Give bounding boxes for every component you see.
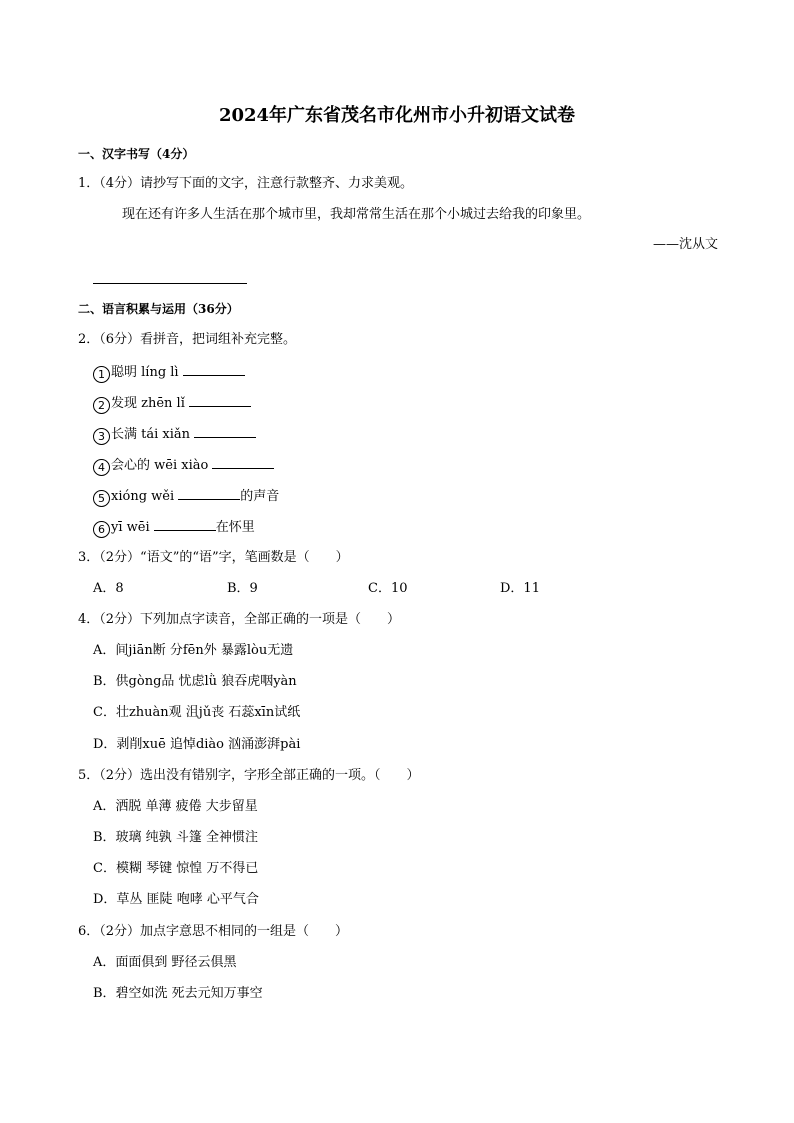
- option-a[interactable]: A．间jiān断 分fēn外 暴露lòu无遗: [93, 643, 294, 658]
- option-b[interactable]: B．9: [227, 581, 258, 596]
- option-b[interactable]: B．玻璃 纯孰 斗篷 全神惯注: [93, 830, 258, 845]
- question-3-stem: 3．（2分）“语文”的“语”字，笔画数是（ ）: [78, 550, 349, 565]
- item-prompt: 会心的 wēi xiào: [111, 458, 209, 473]
- question-2-item: [93, 393, 251, 414]
- item-prompt: xióng wěi: [111, 489, 175, 504]
- item-prompt: 发现 zhēn lǐ: [111, 396, 185, 411]
- option-b[interactable]: B．供gòng品 忧虑lǜ 狼吞虎咽yàn: [93, 674, 297, 689]
- question-2-item: [93, 455, 274, 476]
- item-suffix: 在怀里: [215, 520, 255, 535]
- option-c[interactable]: C．模糊 琴键 惊惶 万不得已: [93, 861, 259, 876]
- answer-blank[interactable]: [194, 424, 256, 438]
- question-2-item: [93, 517, 255, 538]
- option-d[interactable]: D．剥削xuē 追悼diào 汹涌澎湃pài: [93, 737, 301, 752]
- page-title: 2024年广东省茂名市化州市小升初语文试卷: [218, 105, 576, 126]
- answer-blank[interactable]: [154, 517, 216, 531]
- option-c[interactable]: C．壮zhuàn观 沮jǔ丧 石蕊xīn试纸: [93, 705, 301, 720]
- question-6-stem: 6．（2分）加点字意思不相同的一组是（ ）: [78, 924, 349, 939]
- item-prompt: 聪明 líng lì: [111, 365, 179, 380]
- option-a[interactable]: A．面面俱到 野径云俱黑: [93, 955, 237, 970]
- question-1-stem: 1．（4分）请抄写下面的文字，注意行款整齐、力求美观。: [78, 176, 414, 191]
- question-2-item: [93, 362, 245, 383]
- item-number: 2: [93, 397, 110, 414]
- item-number: 3: [93, 428, 110, 445]
- item-number: 1: [93, 366, 110, 383]
- option-a[interactable]: A．8: [93, 581, 124, 596]
- section-heading-2: 二、语言积累与运用（36分）: [78, 302, 239, 316]
- section-heading-1: 一、汉字书写（4分）: [78, 147, 195, 161]
- item-number: 5: [93, 490, 110, 507]
- answer-line: [93, 283, 247, 284]
- option-d[interactable]: D．11: [500, 581, 540, 596]
- option-b[interactable]: B．碧空如洗 死去元知万事空: [93, 986, 263, 1001]
- item-prompt: yī wēi: [111, 520, 150, 535]
- item-number: 6: [93, 521, 110, 538]
- item-prompt: 长满 tái xiǎn: [111, 427, 191, 442]
- answer-blank[interactable]: [189, 393, 251, 407]
- item-suffix: 的声音: [240, 489, 280, 504]
- question-2-stem: 2．（6分）看拼音，把词组补充完整。: [78, 332, 297, 347]
- question-2-item: [93, 424, 256, 445]
- answer-blank[interactable]: [212, 455, 274, 469]
- option-a[interactable]: A．洒脱 单薄 疲倦 大步留星: [93, 799, 258, 814]
- answer-blank[interactable]: [178, 486, 240, 500]
- item-number: 4: [93, 459, 110, 476]
- answer-blank[interactable]: [183, 362, 245, 376]
- option-c[interactable]: C．10: [368, 581, 408, 596]
- option-d[interactable]: D．草丛 匪陡 咆哮 心平气合: [93, 892, 259, 907]
- question-1-passage: 现在还有许多人生活在那个城市里，我却常常生活在那个小城过去给我的印象里。: [122, 207, 591, 222]
- question-4-stem: 4．（2分）下列加点字读音，全部正确的一项是（ ）: [78, 612, 401, 627]
- question-5-stem: 5．（2分）选出没有错别字，字形全部正确的一项。（ ）: [78, 768, 420, 783]
- question-2-item: [93, 486, 279, 507]
- passage-author: ——沈从文: [652, 237, 718, 252]
